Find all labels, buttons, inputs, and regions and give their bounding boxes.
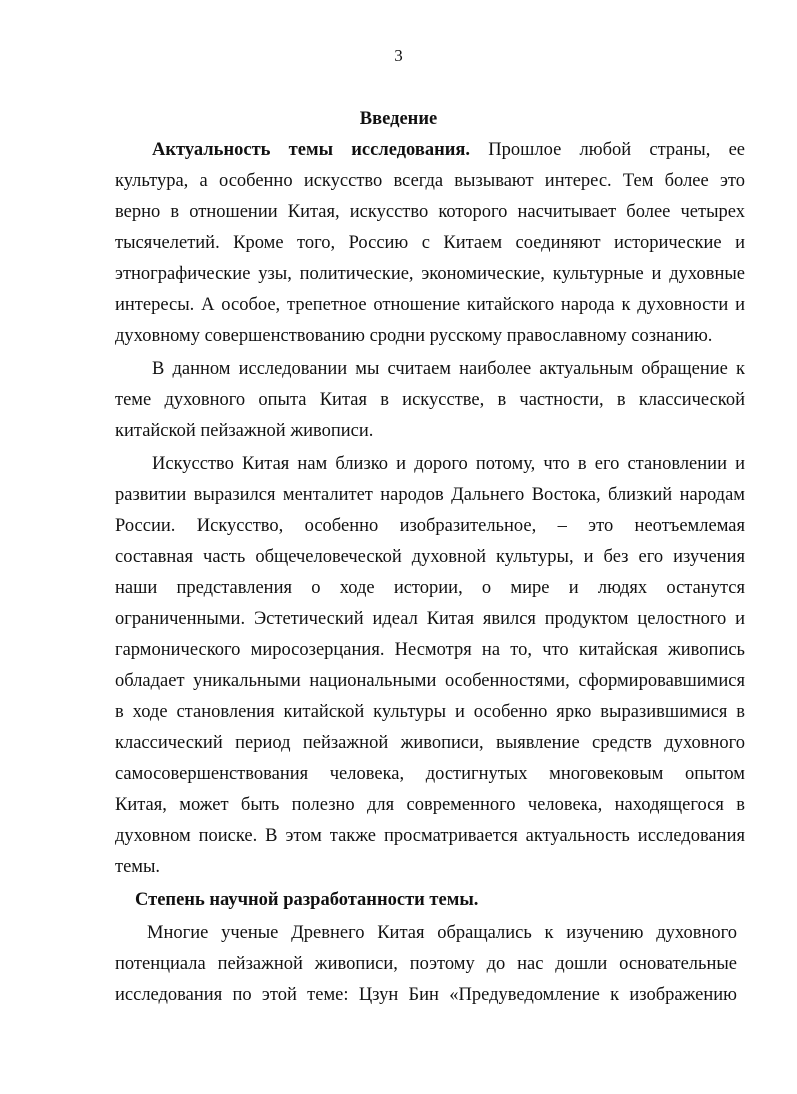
paragraph-line: развитии выразился менталитет народов Дальнего Востока, близкий народам — [115, 485, 745, 505]
paragraph-line: китайской пейзажной живописи. — [115, 421, 374, 441]
paragraph-line: Искусство Китая нам близко и дорого потому, что в его становлении и — [152, 454, 745, 474]
paragraph-line: Многие ученые Древнего Китая обращались к изучению духовного — [147, 923, 737, 943]
paragraph-line: ограниченными. Эстетический идеал Китая явился продуктом целостного и — [115, 609, 745, 629]
paragraph-line: классический период пейзажной живописи, выявление средств духовного — [115, 733, 745, 753]
section-heading-introduction: Введение — [359, 109, 438, 129]
lead-rest-text: Прошлое любой страны, ее — [488, 140, 745, 160]
paragraph-line: России. Искусство, особенно изобразительное, – это неотъемлемая — [115, 516, 745, 536]
paragraph-line: темы. — [115, 857, 161, 877]
paragraph-line: обладает уникальными национальными особенностями, сформировавшимися — [115, 671, 745, 691]
paragraph-line: духовном поиске. В этом также просматривается актуальность исследования — [115, 826, 745, 846]
paragraph-line: духовному совершенствованию сродни русскому православному сознанию. — [115, 326, 713, 346]
paragraph-line: гармонического миросозерцания. Несмотря на то, что китайская живопись — [115, 640, 745, 660]
paragraph-line: исследования по этой теме: Цзун Бин «Предуведомление к изображению — [115, 985, 737, 1005]
lead-bold-text: Актуальность темы исследования. — [152, 140, 471, 160]
paragraph-line — [152, 139, 745, 161]
paragraph-line: в ходе становления китайской культуры и особенно ярко выразившимися в — [115, 702, 745, 722]
paragraph-line: Китая, может быть полезно для современного человека, находящегося в — [115, 795, 745, 815]
paragraph-line: потенциала пейзажной живописи, поэтому до нас дошли основательные — [115, 954, 737, 974]
paragraph-line: теме духовного опыта Китая в искусстве, в частности, в классической — [115, 390, 745, 410]
paragraph-line: культура, а особенно искусство всегда вызывают интерес. Тем более это — [115, 171, 745, 191]
paragraph-line: самосовершенствования человека, достигнутых многовековым опытом — [115, 764, 745, 784]
page-number: 3 — [394, 46, 403, 65]
paragraph-line: интересы. А особое, трепетное отношение китайского народа к духовности и — [115, 295, 745, 315]
paragraph-line: тысячелетий. Кроме того, Россию с Китаем соединяют исторические и — [115, 233, 745, 253]
section-heading-research-degree: Степень научной разработанности темы. — [135, 890, 479, 910]
paragraph-line: этнографические узы, политические, экономические, культурные и духовные — [115, 264, 745, 284]
paragraph-line: В данном исследовании мы считаем наиболее актуальным обращение к — [152, 359, 745, 379]
paragraph-line: составная часть общечеловеческой духовной культуры, и без его изучения — [115, 547, 745, 567]
paragraph-line: наши представления о ходе истории, о мире и людях останутся — [115, 578, 745, 598]
paragraph-line: верно в отношении Китая, искусство которого насчитывает более четырех — [115, 202, 745, 222]
